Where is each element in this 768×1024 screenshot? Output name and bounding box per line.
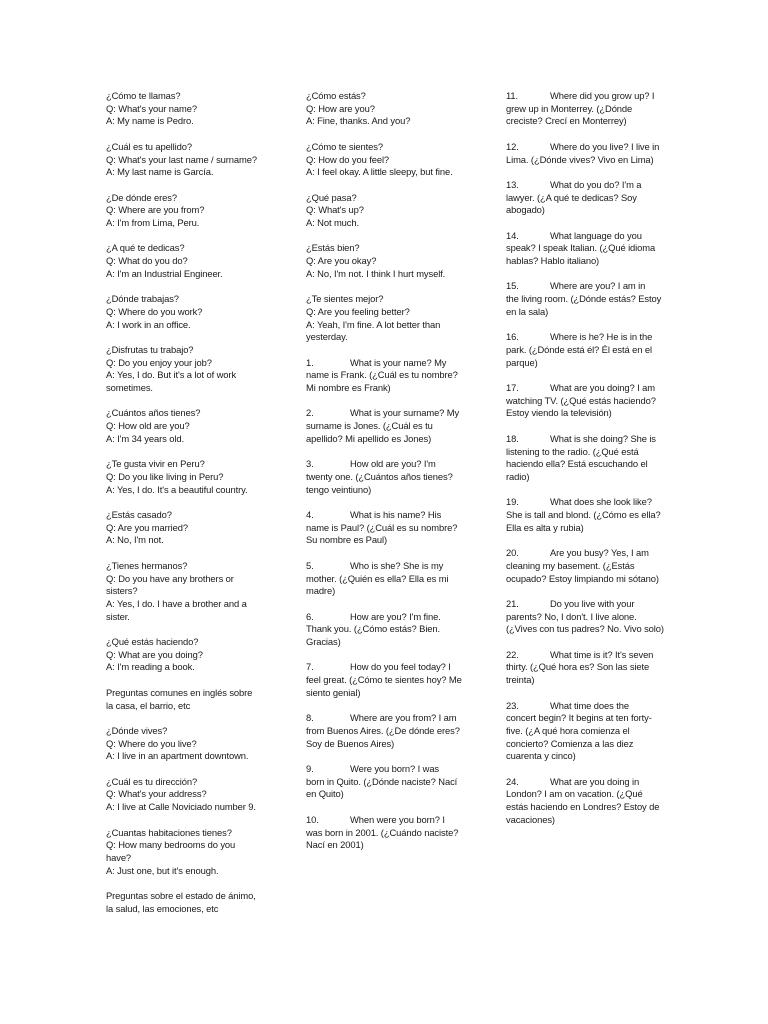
item-text: When were you born? I (350, 813, 445, 825)
text-line: A: My last name is García. (106, 166, 214, 178)
text-line: from Buenos Aires. (¿De dónde eres? (306, 724, 460, 736)
text-line: ¿A qué te dedicas? (106, 242, 185, 254)
text-line: name is Paul? (¿Cuál es su nombre? (306, 521, 458, 533)
text-line: vacaciones) (506, 813, 555, 825)
text-line: ¿Cómo te sientes? (306, 140, 383, 152)
column-middle (306, 90, 466, 865)
item-text: Are you busy? Yes, I am (550, 547, 649, 559)
numbered-item (506, 496, 664, 534)
text-line: A: I'm an Industrial Engineer. (106, 267, 223, 279)
text-line: thirty. (¿Qué hora es? Son las siete (506, 661, 650, 673)
item-number: 14. (506, 229, 519, 241)
text-line: twenty one. (¿Cuántos años tienes? (306, 470, 453, 482)
qa-block (106, 192, 268, 230)
text-line: apellido? Mi apellido es Jones) (306, 432, 432, 444)
item-text: How old are you? I'm (350, 458, 436, 470)
text-line: A: I'm reading a book. (106, 661, 195, 673)
numbered-item (306, 763, 466, 801)
text-line: la casa, el barrio, etc (106, 699, 191, 711)
item-text: Where is he? He is in the (550, 331, 653, 343)
item-number: 11. (506, 90, 519, 101)
text-line: A: Yes, I do. I have a brother and a (106, 597, 247, 609)
text-line (506, 382, 664, 395)
qa-block (306, 293, 466, 344)
text-line: watching TV. (¿Qué estás haciendo? (506, 394, 656, 406)
qa-block (106, 560, 268, 624)
text-line: ¿Estás casado? (106, 509, 172, 521)
text-line (506, 700, 664, 713)
numbered-item (506, 331, 664, 369)
qa-block (106, 344, 268, 395)
text-line: A: Yes, I do. It's a beautiful country. (106, 483, 248, 495)
text-line: Lima. (¿Dónde vives? Vivo en Lima) (506, 153, 654, 165)
text-line: Q: Do you enjoy your job? (106, 356, 212, 368)
text-line: speak? I speak Italian. (¿Qué idioma (506, 242, 656, 254)
text-line (306, 560, 466, 573)
text-line (506, 433, 664, 446)
numbered-item (506, 90, 664, 128)
text-line: sisters? (106, 585, 138, 597)
item-number: 19. (506, 496, 519, 508)
text-line: mother. (¿Quién es ella? Ella es mi (306, 572, 449, 584)
text-line: listening to the radio. (¿Qué está (506, 445, 639, 457)
qa-block (306, 90, 466, 128)
text-line: ¿Qué estás haciendo? (106, 636, 199, 648)
column-left (106, 90, 268, 928)
qa-block (106, 827, 268, 878)
text-line: parents? No, I don't. I live alone. (506, 610, 637, 622)
text-line: A: No, I'm not. (106, 534, 164, 546)
qa-block (106, 890, 268, 915)
item-number: 4. (306, 509, 314, 521)
text-line: Preguntas comunes en inglés sobre (106, 686, 253, 698)
item-number: 15. (506, 280, 519, 292)
text-line: park. (¿Dónde está él? Él está en el (506, 343, 652, 355)
text-line: sometimes. (106, 382, 153, 394)
item-number: 16. (506, 331, 519, 343)
numbered-item (306, 458, 466, 496)
item-number: 18. (506, 432, 519, 444)
text-line: la salud, las emociones, etc (106, 902, 219, 914)
item-number: 17. (506, 382, 519, 394)
text-line: surname is Jones. (¿Cuál es tu (306, 420, 433, 432)
text-line: A: Fine, thanks. And you? (306, 115, 411, 127)
text-line (306, 763, 466, 776)
text-line: was born in 2001. (¿Cuándo naciste? (306, 826, 459, 838)
text-line: treinta) (506, 674, 535, 686)
item-text: What do you do? I'm a (550, 178, 642, 190)
qa-block (106, 458, 268, 496)
text-line: Q: Do you have any brothers or (106, 572, 234, 584)
item-text: What is your name? My (350, 356, 447, 368)
text-line: Q: Do you like living in Peru? (106, 470, 224, 482)
text-line: Q: Are you okay? (306, 255, 377, 267)
text-line: Q: What do you do? (106, 255, 188, 267)
qa-block (106, 242, 268, 280)
numbered-item (306, 357, 466, 395)
text-line: A: Not much. (306, 217, 359, 228)
qa-block (306, 242, 466, 280)
text-line: Estoy viendo la televisión) (506, 407, 612, 419)
numbered-item (506, 776, 664, 827)
item-text: How are you? I'm fine. (350, 610, 441, 622)
text-line: Q: Where do you work? (106, 305, 203, 317)
item-number: 21. (506, 597, 519, 609)
numbered-item (306, 560, 466, 598)
text-line: A: I'm 34 years old. (106, 432, 184, 444)
text-line: concierto? Comienza a las diez (506, 737, 634, 749)
item-number: 2. (306, 407, 314, 419)
dialogue-section (306, 90, 466, 344)
item-number: 23. (506, 699, 519, 711)
text-line (306, 712, 466, 725)
text-line: A: Just one, but it's enough. (106, 864, 219, 876)
item-text: Who is she? She is my (350, 559, 444, 571)
text-line (506, 776, 664, 789)
item-text: How do you feel today? I (350, 661, 451, 673)
text-line: haciendo ella? Está escuchando el (506, 458, 648, 470)
item-number: 7. (306, 661, 314, 673)
text-line: ¿Te sientes mejor? (306, 293, 384, 305)
text-line: Q: Where do you live? (106, 737, 197, 749)
text-line: cuarenta y cinco) (506, 750, 576, 762)
text-line: Q: Are you married? (106, 521, 188, 533)
qa-block (106, 776, 268, 814)
item-number: 20. (506, 547, 519, 559)
text-line: hablas? Hablo italiano) (506, 255, 600, 267)
numbered-item (506, 382, 664, 420)
text-line: grew up in Monterrey. (¿Dónde (506, 102, 633, 114)
text-line (306, 814, 466, 827)
text-line: (¿Vives con tus padres? No. Vivo solo) (506, 623, 664, 635)
numbered-section (306, 357, 466, 852)
text-line: A: No, I'm not. I think I hurt myself. (306, 267, 446, 279)
text-line: Q: How are you? (306, 102, 375, 114)
text-line: A: My name is Pedro. (106, 115, 194, 127)
text-line: ¿Cuántos años tienes? (106, 407, 201, 419)
qa-block (106, 407, 268, 445)
text-line: Su nombre es Paul) (306, 534, 388, 546)
numbered-item (306, 611, 466, 649)
column-right (506, 90, 664, 839)
text-line: ¿Estás bien? (306, 242, 360, 254)
text-line (506, 547, 664, 560)
item-text: Where did you grow up? I (550, 90, 655, 101)
text-line: A: I work in an office. (106, 318, 191, 330)
text-line: parque) (506, 356, 538, 368)
text-line (306, 661, 466, 674)
text-line (306, 509, 466, 522)
text-line: Thank you. (¿Cómo estás? Bien. (306, 623, 441, 635)
text-line: A: Yeah, I'm fine. A lot better than (306, 318, 441, 330)
item-number: 6. (306, 610, 314, 622)
text-line: Nací en 2001) (306, 839, 364, 851)
text-line: radio) (506, 470, 530, 482)
qa-block (106, 725, 268, 763)
numbered-item (506, 280, 664, 318)
numbered-item (506, 598, 664, 636)
numbered-item (506, 700, 664, 764)
qa-block (106, 90, 268, 128)
item-number: 5. (306, 559, 314, 571)
text-line: Soy de Buenos Aires) (306, 737, 395, 749)
item-number: 3. (306, 458, 314, 470)
qa-block (106, 687, 268, 712)
text-line: tengo veintiuno) (306, 483, 372, 495)
text-line: estás haciendo en Londres? Estoy de (506, 801, 660, 813)
text-line: Q: What's your address? (106, 788, 207, 800)
numbered-item (306, 814, 466, 852)
text-line: ¿Cuantas habitaciones tienes? (106, 826, 232, 838)
text-line: Preguntas sobre el estado de ánimo, (106, 890, 256, 902)
text-line: ¿Dónde trabajas? (106, 293, 179, 305)
text-line (506, 598, 664, 611)
item-text: Where are you from? I am (350, 712, 457, 724)
item-text: Were you born? I was (350, 763, 440, 775)
text-line (506, 496, 664, 509)
text-line: cleaning my basement. (¿Estás (506, 559, 635, 571)
text-line: Q: What's your name? (106, 102, 197, 114)
text-line: born in Quito. (¿Dónde naciste? Nací (306, 775, 458, 787)
item-number: 22. (506, 648, 519, 660)
text-line: yesterday. (306, 331, 348, 343)
item-text: What is your surname? My (350, 407, 460, 419)
text-line: madre) (306, 585, 336, 597)
text-line: Q: What's your last name / surname? (106, 153, 257, 165)
text-line (306, 611, 466, 624)
item-text: What time is it? It's seven (550, 648, 654, 660)
text-line: ¿Cuál es tu dirección? (106, 775, 198, 787)
text-line (506, 649, 664, 662)
text-line (306, 407, 466, 420)
item-text: What is she doing? She is (550, 432, 656, 444)
qa-block (106, 636, 268, 674)
qa-block (306, 192, 466, 230)
numbered-item (506, 547, 664, 585)
text-line: five. (¿A qué hora comienza el (506, 724, 630, 736)
text-line: London? I am on vacation. (¿Qué (506, 788, 643, 800)
text-line: en la sala) (506, 305, 549, 317)
text-line: Q: How many bedrooms do you (106, 839, 236, 851)
text-line: abogado) (506, 204, 545, 216)
numbered-item (506, 141, 664, 166)
item-number: 1. (306, 356, 314, 368)
numbered-item (506, 179, 664, 217)
text-line: lawyer. (¿A qué te dedicas? Soy (506, 191, 637, 203)
text-line (506, 230, 664, 243)
text-line: ¿Cómo estás? (306, 90, 366, 101)
text-line: ¿Cuál es tu apellido? (106, 140, 192, 152)
text-line: A: I feel okay. A little sleepy, but fine. (306, 166, 453, 178)
item-number: 8. (306, 712, 314, 724)
text-line: en Quito) (306, 788, 344, 800)
text-line: ¿Dónde vives? (106, 724, 168, 736)
item-number: 13. (506, 178, 519, 190)
text-line: A: I'm from Lima, Peru. (106, 217, 200, 228)
item-number: 10. (306, 813, 319, 825)
item-text: Do you live with your (550, 597, 635, 609)
text-line: Q: What are you doing? (106, 648, 203, 660)
text-line: A: I live at Calle Noviciado number 9. (106, 801, 256, 813)
item-number: 9. (306, 763, 314, 775)
text-line: feel great. (¿Cómo te sientes hoy? Me (306, 674, 462, 686)
text-line (506, 179, 664, 192)
text-line (506, 280, 664, 293)
numbered-item (306, 661, 466, 699)
item-text: What are you doing? I am (550, 382, 655, 394)
text-line: Q: How old are you? (106, 420, 190, 432)
numbered-item (306, 407, 466, 445)
text-line: creciste? Crecí en Monterrey) (506, 115, 627, 127)
numbered-item (506, 433, 664, 484)
item-text: What is his name? His (350, 509, 442, 521)
text-line: ¿Qué pasa? (306, 191, 357, 203)
numbered-item (506, 649, 664, 687)
item-text: What language do you (550, 229, 642, 241)
text-line (506, 331, 664, 344)
text-line (506, 90, 664, 103)
qa-block (306, 141, 466, 179)
text-line: name is Frank. (¿Cuál es tu nombre? (306, 369, 458, 381)
text-line: siento genial) (306, 686, 361, 698)
item-number: 24. (506, 775, 519, 787)
qa-block (106, 509, 268, 547)
text-line: She is tall and blond. (¿Cómo es ella? (506, 509, 661, 521)
text-line: Mi nombre es Frank) (306, 382, 391, 394)
text-line: Q: Are you feeling better? (306, 305, 410, 317)
text-line: ¿Tienes hermanos? (106, 559, 188, 571)
text-line: A: Yes, I do. But it's a lot of work (106, 369, 237, 381)
text-line (506, 141, 664, 154)
item-text: What are you doing in (550, 775, 640, 787)
numbered-item (506, 230, 664, 268)
text-line: concert begin? It begins at ten forty- (506, 712, 652, 724)
item-text: Where do you live? I live in (550, 140, 660, 152)
item-text: Where are you? I am in (550, 280, 646, 292)
text-line: Gracias) (306, 636, 341, 648)
text-line: ¿Cómo te llamas? (106, 90, 181, 101)
text-line: ocupado? Estoy limpiando mi sótano) (506, 572, 659, 584)
qa-block (106, 141, 268, 179)
numbered-item (306, 509, 466, 547)
text-line: the living room. (¿Dónde estás? Estoy (506, 293, 662, 305)
text-line (306, 357, 466, 370)
text-line: have? (106, 851, 132, 863)
text-line: Q: What's up? (306, 204, 364, 216)
text-line: ¿De dónde eres? (106, 191, 177, 203)
text-line (306, 458, 466, 471)
text-line: Q: How do you feel? (306, 153, 390, 165)
text-line: ¿Disfrutas tu trabajo? (106, 343, 194, 355)
item-text: What time does the (550, 699, 629, 711)
numbered-item (306, 712, 466, 750)
text-line: ¿Te gusta vivir en Peru? (106, 458, 205, 470)
text-line: A: I live in an apartment downtown. (106, 750, 249, 762)
item-text: What does she look like? (550, 496, 652, 508)
qa-block (106, 293, 268, 331)
text-line: Q: Where are you from? (106, 204, 205, 216)
text-line: sister. (106, 610, 130, 622)
item-number: 12. (506, 140, 519, 152)
text-line: Ella es alta y rubia) (506, 521, 584, 533)
